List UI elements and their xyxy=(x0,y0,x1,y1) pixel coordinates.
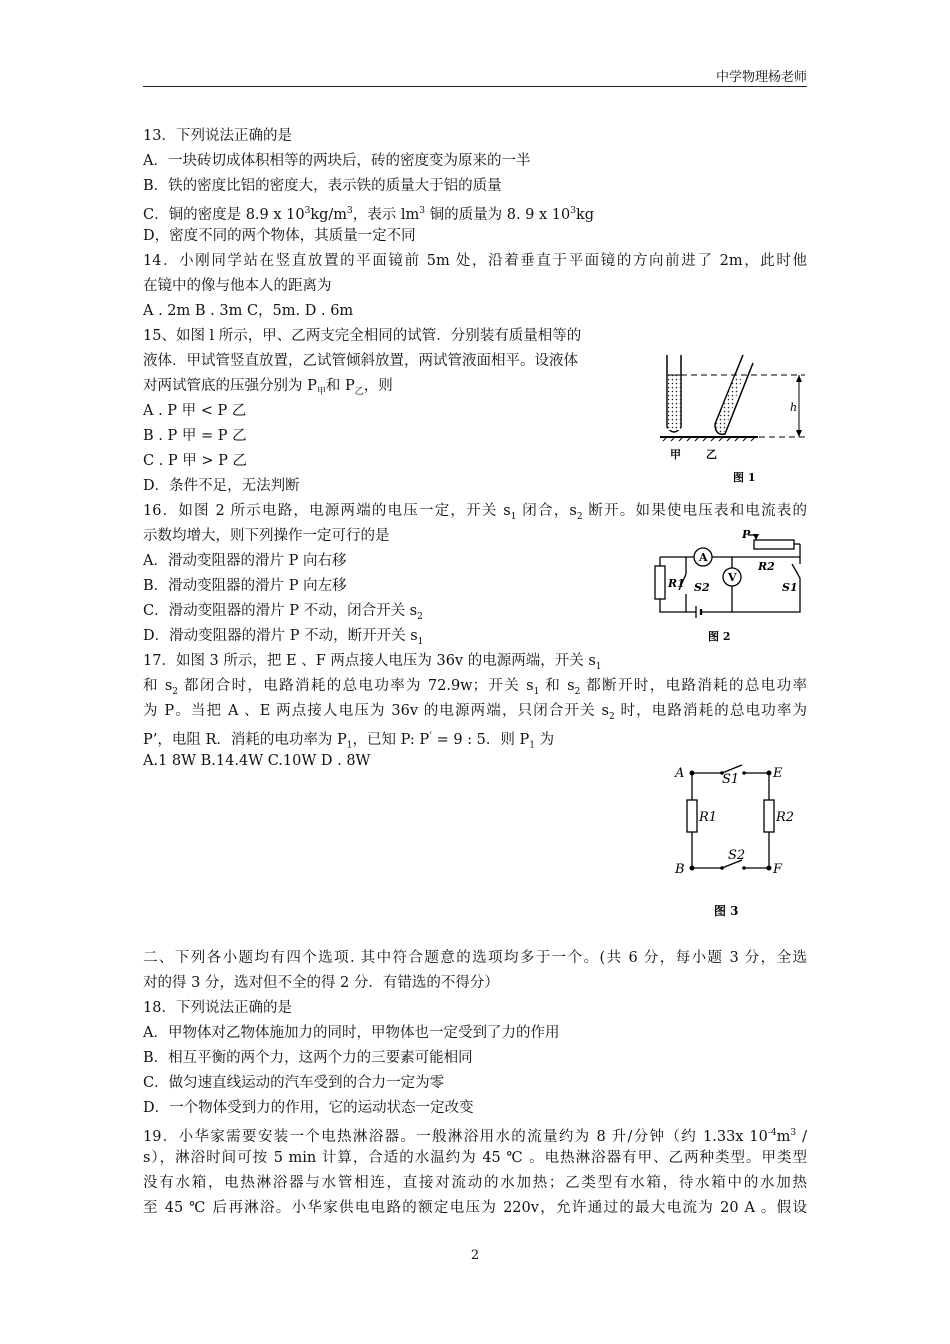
header-rule xyxy=(143,86,807,87)
fig2-slider-label: P xyxy=(742,530,751,541)
q17-line3: 为 P。当把 A 、E 两点接人电压为 36v 的电源两端，只闭合开关 $s_2$ 时，电路消耗的总电功率为 xyxy=(143,703,807,722)
q15-line2: 液体．甲试管竖直放置，乙试管倾斜放置，两试管液面相平。设液体 xyxy=(143,353,578,369)
q19-line4: 至 45 ℃ 后再淋浴。小华家供电电路的额定电压为 220v，允许通过的最大电流为 20 A 。假设 xyxy=(143,1200,807,1216)
q19-line2: s），淋浴时间可按 5 min 计算，合适的水温约为 45 ℃ 。电热淋浴器有甲、乙两种类型。甲类型 xyxy=(143,1150,807,1166)
fig2-voltmeter: V xyxy=(728,571,737,584)
fig3-b-label: B xyxy=(675,862,685,877)
q16-line2: 示数均增大，则下列操作一定可行的是 xyxy=(143,528,390,544)
q15-option-a: A . P 甲 < P 乙 xyxy=(143,403,247,419)
fig2-s1-label: S1 xyxy=(782,581,798,594)
q15-line1: 15、如图 l 所示，甲、乙两支完全相同的试管．分别装有质量相等的 xyxy=(143,328,582,344)
q17-options: A.1 8W B.14.4W C.10W D . 8W xyxy=(143,753,371,769)
q15-option-d: D．条件不足，无法判断 xyxy=(143,478,300,494)
q18-option-a: A．甲物体对乙物体施加力的同时，甲物体也一定受到了力的作用 xyxy=(143,1025,560,1041)
q13-option-d: D，密度不同的两个物体，其质量一定不同 xyxy=(143,228,416,244)
q18-option-c: C．做匀速直线运动的汽车受到的合力一定为零 xyxy=(143,1075,445,1091)
q13-option-b: B．铁的密度比铝的密度大，表示铁的质量大于铝的质量 xyxy=(143,178,502,194)
q13-stem: 13．下列说法正确的是 xyxy=(143,128,292,144)
q16-option-c: C．滑动变阻器的滑片 P 不动，闭合开关 $s_2$ xyxy=(143,603,423,622)
fig2-r2-label: R2 xyxy=(758,560,775,573)
q17-line2: 和 $s_2$ 都闭合时，电路消耗的总电功率为 72.9w；开关 $s_1$ 和 $s_2$ 都断开时，电路消耗的总电功率 xyxy=(143,678,807,697)
q15-line3: 对两试管底的压强分别为 $P_甲$和 $P_乙$，则 xyxy=(143,378,393,397)
q17-line4: P’，电阻 R．消耗的电功率为 $P_1$，已知 P: P‘ = 9 : 5．则 $P_1$ 为 xyxy=(143,731,555,751)
fig3-caption: 图 3 xyxy=(714,904,739,918)
fig3-s1-label: S1 xyxy=(722,772,740,787)
fig1-label-yi: 乙 xyxy=(706,448,717,461)
figure-1 xyxy=(655,350,815,490)
fig3-r2-label: R2 xyxy=(776,810,795,825)
q15-option-c: C . P 甲 > P 乙 xyxy=(143,453,248,469)
q14-line2: 在镜中的像与他本人的距离为 xyxy=(143,278,332,294)
fig3-s2-label: S2 xyxy=(728,848,746,863)
q14-options: A . 2m B . 3m C，5m. D . 6m xyxy=(143,303,354,319)
figure-3 xyxy=(672,755,812,925)
fig3-a-label: A xyxy=(675,766,685,781)
q16-option-b: B．滑动变阻器的滑片 P 向左移 xyxy=(143,578,347,594)
q16-option-d: D．滑动变阻器的滑片 P 不动，断开开关 $s_1$ xyxy=(143,628,424,647)
fig2-r1-label: R1 xyxy=(668,577,685,590)
fig2-s2-label: S2 xyxy=(694,581,710,594)
q17-line1: 17．如图 3 所示，把 E 、F 两点接人电压为 36v 的电源两端，开关 $s_1$ xyxy=(143,653,602,672)
q19-line1: 19．小华家需要安装一个电热淋浴器。一般淋浴用水的流量约为 8 升/分钟（约 1.33x $10^{-4}m^3$ / xyxy=(143,1128,807,1145)
q13-option-a: A．一块砖切成体积相等的两块后，砖的密度变为原来的一半 xyxy=(143,153,531,169)
fig3-f-label: F xyxy=(773,862,783,877)
q16-option-a: A．滑动变阻器的滑片 P 向右移 xyxy=(143,553,347,569)
fig3-e-label: E xyxy=(773,766,783,781)
fig1-label-jia: 甲 xyxy=(670,448,681,461)
q18-option-b: B．相互平衡的两个力，这两个力的三要素可能相同 xyxy=(143,1050,473,1066)
fig1-caption: 图 1 xyxy=(733,471,756,484)
figure-2 xyxy=(650,530,810,648)
q18-option-d: D．一个物体受到力的作用，它的运动状态一定改变 xyxy=(143,1100,474,1116)
page-number: 2 xyxy=(470,1248,480,1263)
q14-line1: 14．小刚同学站在竖直放置的平面镜前 5m 处，沿着垂直于平面镜的方向前进了 2m，此时他 xyxy=(143,253,807,269)
q16-line1: 16．如图 2 所示电路，电源两端的电压一定，开关 $s_1$ 闭合，$s_2$ 断开。如果使电压表和电流表的 xyxy=(143,503,807,522)
q18-stem: 18．下列说法正确的是 xyxy=(143,1000,292,1016)
fig1-h-label: h xyxy=(790,401,798,414)
fig2-caption: 图 2 xyxy=(708,630,731,643)
q19-line3: 没有水箱，电热淋浴器与水管相连，直接对流动的水加热；乙类型有水箱，待水箱中的水加热 xyxy=(143,1175,807,1191)
fig2-ammeter: A xyxy=(699,551,708,564)
section2-line2: 对的得 3 分，选对但不全的得 2 分．有错选的不得分） xyxy=(143,975,499,991)
q13-option-c: C．铜的密度是 8.9 x $10^3kg/m^3$，表示 $lm^3$ 铜的质量为 8. 9 x $10^3kg$ xyxy=(143,206,595,223)
section2-line1: 二、下列各小题均有四个选项. 其中符合题意的选项均多于一个。(共 6 分，每小题 3 分，全选 xyxy=(143,950,807,966)
page-header: 中学物理杨老师 xyxy=(715,70,807,85)
fig3-r1-label: R1 xyxy=(699,810,718,825)
q15-option-b: B . P 甲 = P 乙 xyxy=(143,428,247,444)
